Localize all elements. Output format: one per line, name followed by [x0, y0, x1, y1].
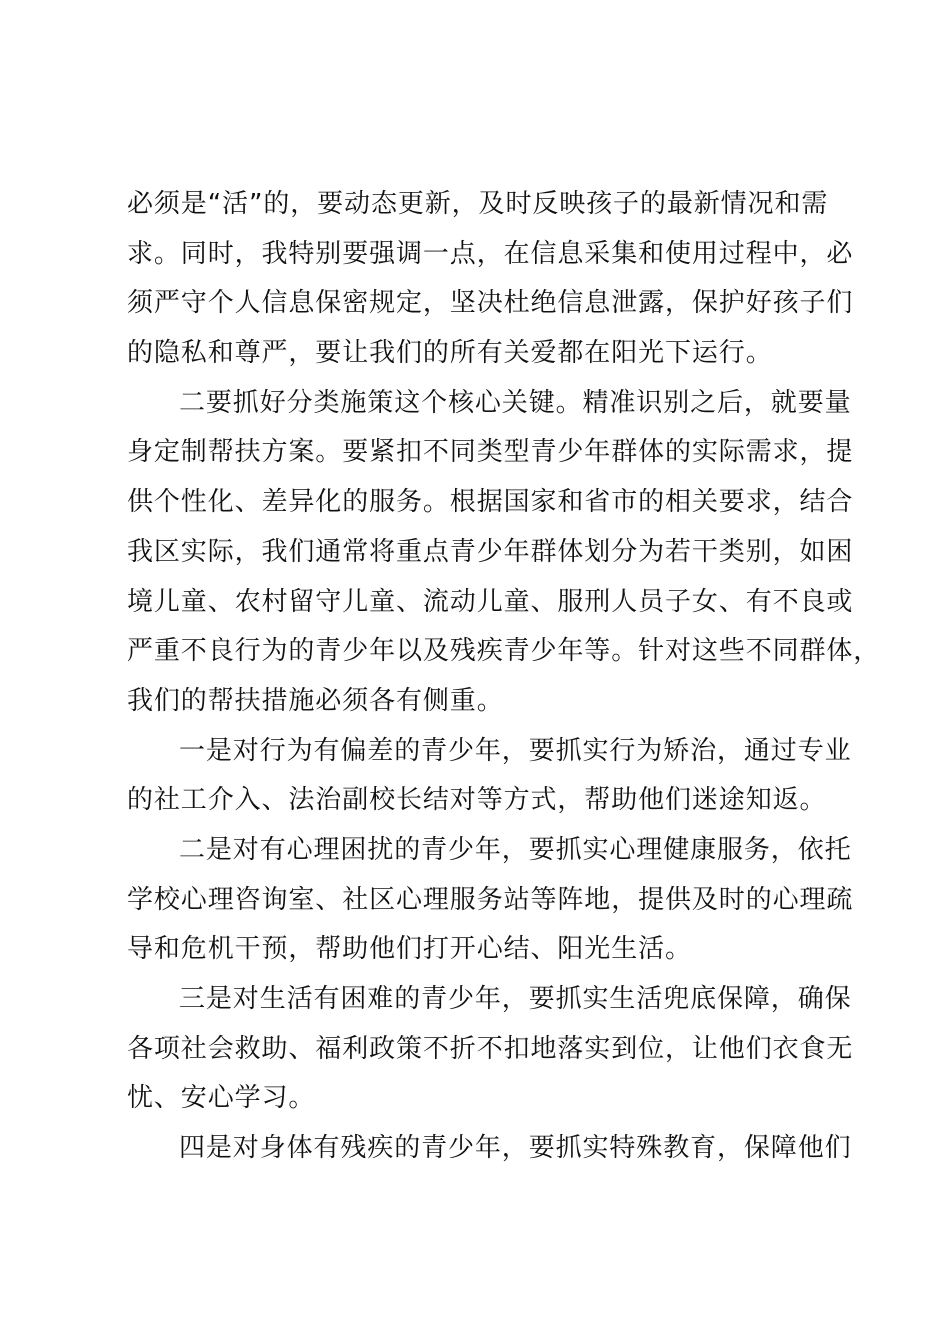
text-line: 各项社会救助、福利政策不折不扣地落实到位，让他们衣食无 [127, 1033, 854, 1064]
paragraph-first-line: 一是对行为有偏差的青少年，要抓实行为矫治，通过专业 [179, 735, 852, 766]
text-line: 导和危机干预，帮助他们打开心结、阳光生活。 [127, 934, 692, 965]
text-line: 忧、安心学习。 [127, 1083, 316, 1114]
document-body [127, 180, 881, 1174]
paragraph-first-line: 四是对身体有残疾的青少年，要抓实特殊教育，保障他们 [179, 1133, 852, 1164]
text-line: 我区实际，我们通常将重点青少年群体划分为若干类别，如困 [127, 536, 854, 567]
paragraph-first-line: 二是对有心理困扰的青少年，要抓实心理健康服务，依托 [179, 834, 852, 865]
paragraph-first-line: 二要抓好分类施策这个核心关键。精准识别之后，就要量 [179, 387, 852, 418]
text-line: 须严守个人信息保密规定，坚决杜绝信息泄露，保护好孩子们 [127, 288, 854, 319]
text-line: 我们的帮扶措施必须各有侧重。 [127, 685, 504, 716]
text-line: 身定制帮扶方案。要紧扣不同类型青少年群体的实际需求，提 [127, 437, 854, 468]
text-line: 的社工介入、法治副校长结对等方式，帮助他们迷途知返。 [127, 785, 827, 816]
text-line: 严重不良行为的青少年以及残疾青少年等。针对这些不同群体， [127, 636, 881, 667]
text-line: 求。同时，我特别要强调一点，在信息采集和使用过程中，必 [127, 238, 854, 269]
text-line: 供个性化、差异化的服务。根据国家和省市的相关要求，结合 [127, 487, 854, 518]
text-line: 必须是“活”的，要动态更新，及时反映孩子的最新情况和需 [127, 189, 829, 219]
text-line: 的隐私和尊严，要让我们的所有关爱都在阳光下运行。 [127, 338, 773, 369]
text-line: 境儿童、农村留守儿童、流动儿童、服刑人员子女、有不良或 [127, 586, 854, 617]
text-line: 学校心理咨询室、社区心理服务站等阵地，提供及时的心理疏 [127, 884, 854, 915]
paragraph-first-line: 三是对生活有困难的青少年，要抓实生活兜底保障，确保 [179, 984, 852, 1014]
